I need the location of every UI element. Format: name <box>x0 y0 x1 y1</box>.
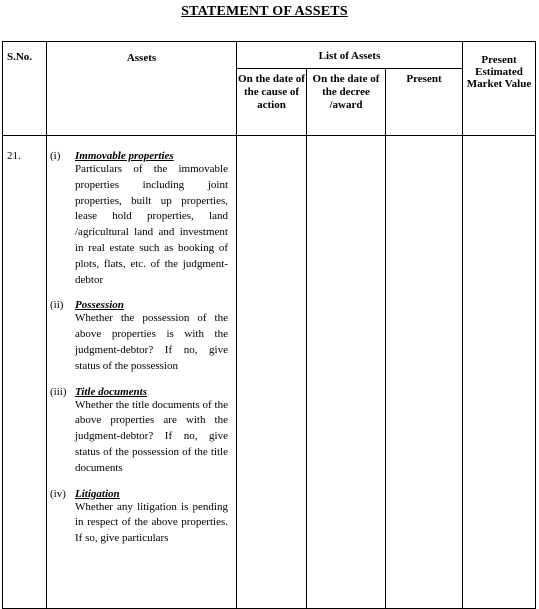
item-heading: Litigation <box>75 487 120 500</box>
row-assets <box>47 136 237 609</box>
assets-table <box>2 41 536 609</box>
item-number: (iv) <box>50 487 66 500</box>
item-number: (iii) <box>50 385 67 398</box>
row-sno: 21. <box>3 136 47 609</box>
header-present: Present <box>386 69 463 136</box>
cell-cause-of-action <box>237 136 307 609</box>
header-present-value: Present Estimated Market Value <box>463 42 536 136</box>
item-description: Whether the possession of the above properties is with the judgment-debtor? If no, give status of the possession <box>75 312 228 372</box>
header-sno: S.No. <box>3 42 47 136</box>
item-description: Whether the title documents of the above properties are with the judgment-debtor? If no, give status of the possession of the title documents <box>75 398 228 474</box>
item-heading: Immovable properties <box>75 150 174 162</box>
header-list-of-assets: List of Assets <box>237 42 463 69</box>
list-item <box>50 150 228 288</box>
item-heading: Possession <box>75 299 124 312</box>
item-number: (i) <box>50 150 61 162</box>
item-description: Particulars of the immovable properties including joint properties, built up properties, lease hold properties, land /agricultural land and investment in real estate such as booking of plots, flats, etc. of the judgment-debtor <box>75 163 228 286</box>
item-heading: Title documents <box>75 385 148 398</box>
item-number: (ii) <box>50 299 64 312</box>
list-item <box>50 488 228 547</box>
cell-decree-award <box>307 136 386 609</box>
header-assets: Assets <box>47 42 237 136</box>
list-item <box>50 386 228 477</box>
header-row <box>3 42 536 69</box>
header-cause-of-action: On the date of the cause of action <box>237 69 307 136</box>
list-item <box>50 299 228 374</box>
item-description: Whether any litigation is pending in respect of the above properties. If so, give particulars <box>75 500 228 545</box>
header-decree-award: On the date of the decree /award <box>307 69 386 136</box>
cell-present <box>386 136 463 609</box>
cell-present-value <box>463 136 536 609</box>
table-row <box>3 136 536 609</box>
page-title: STATEMENT OF ASSETS <box>181 4 348 19</box>
